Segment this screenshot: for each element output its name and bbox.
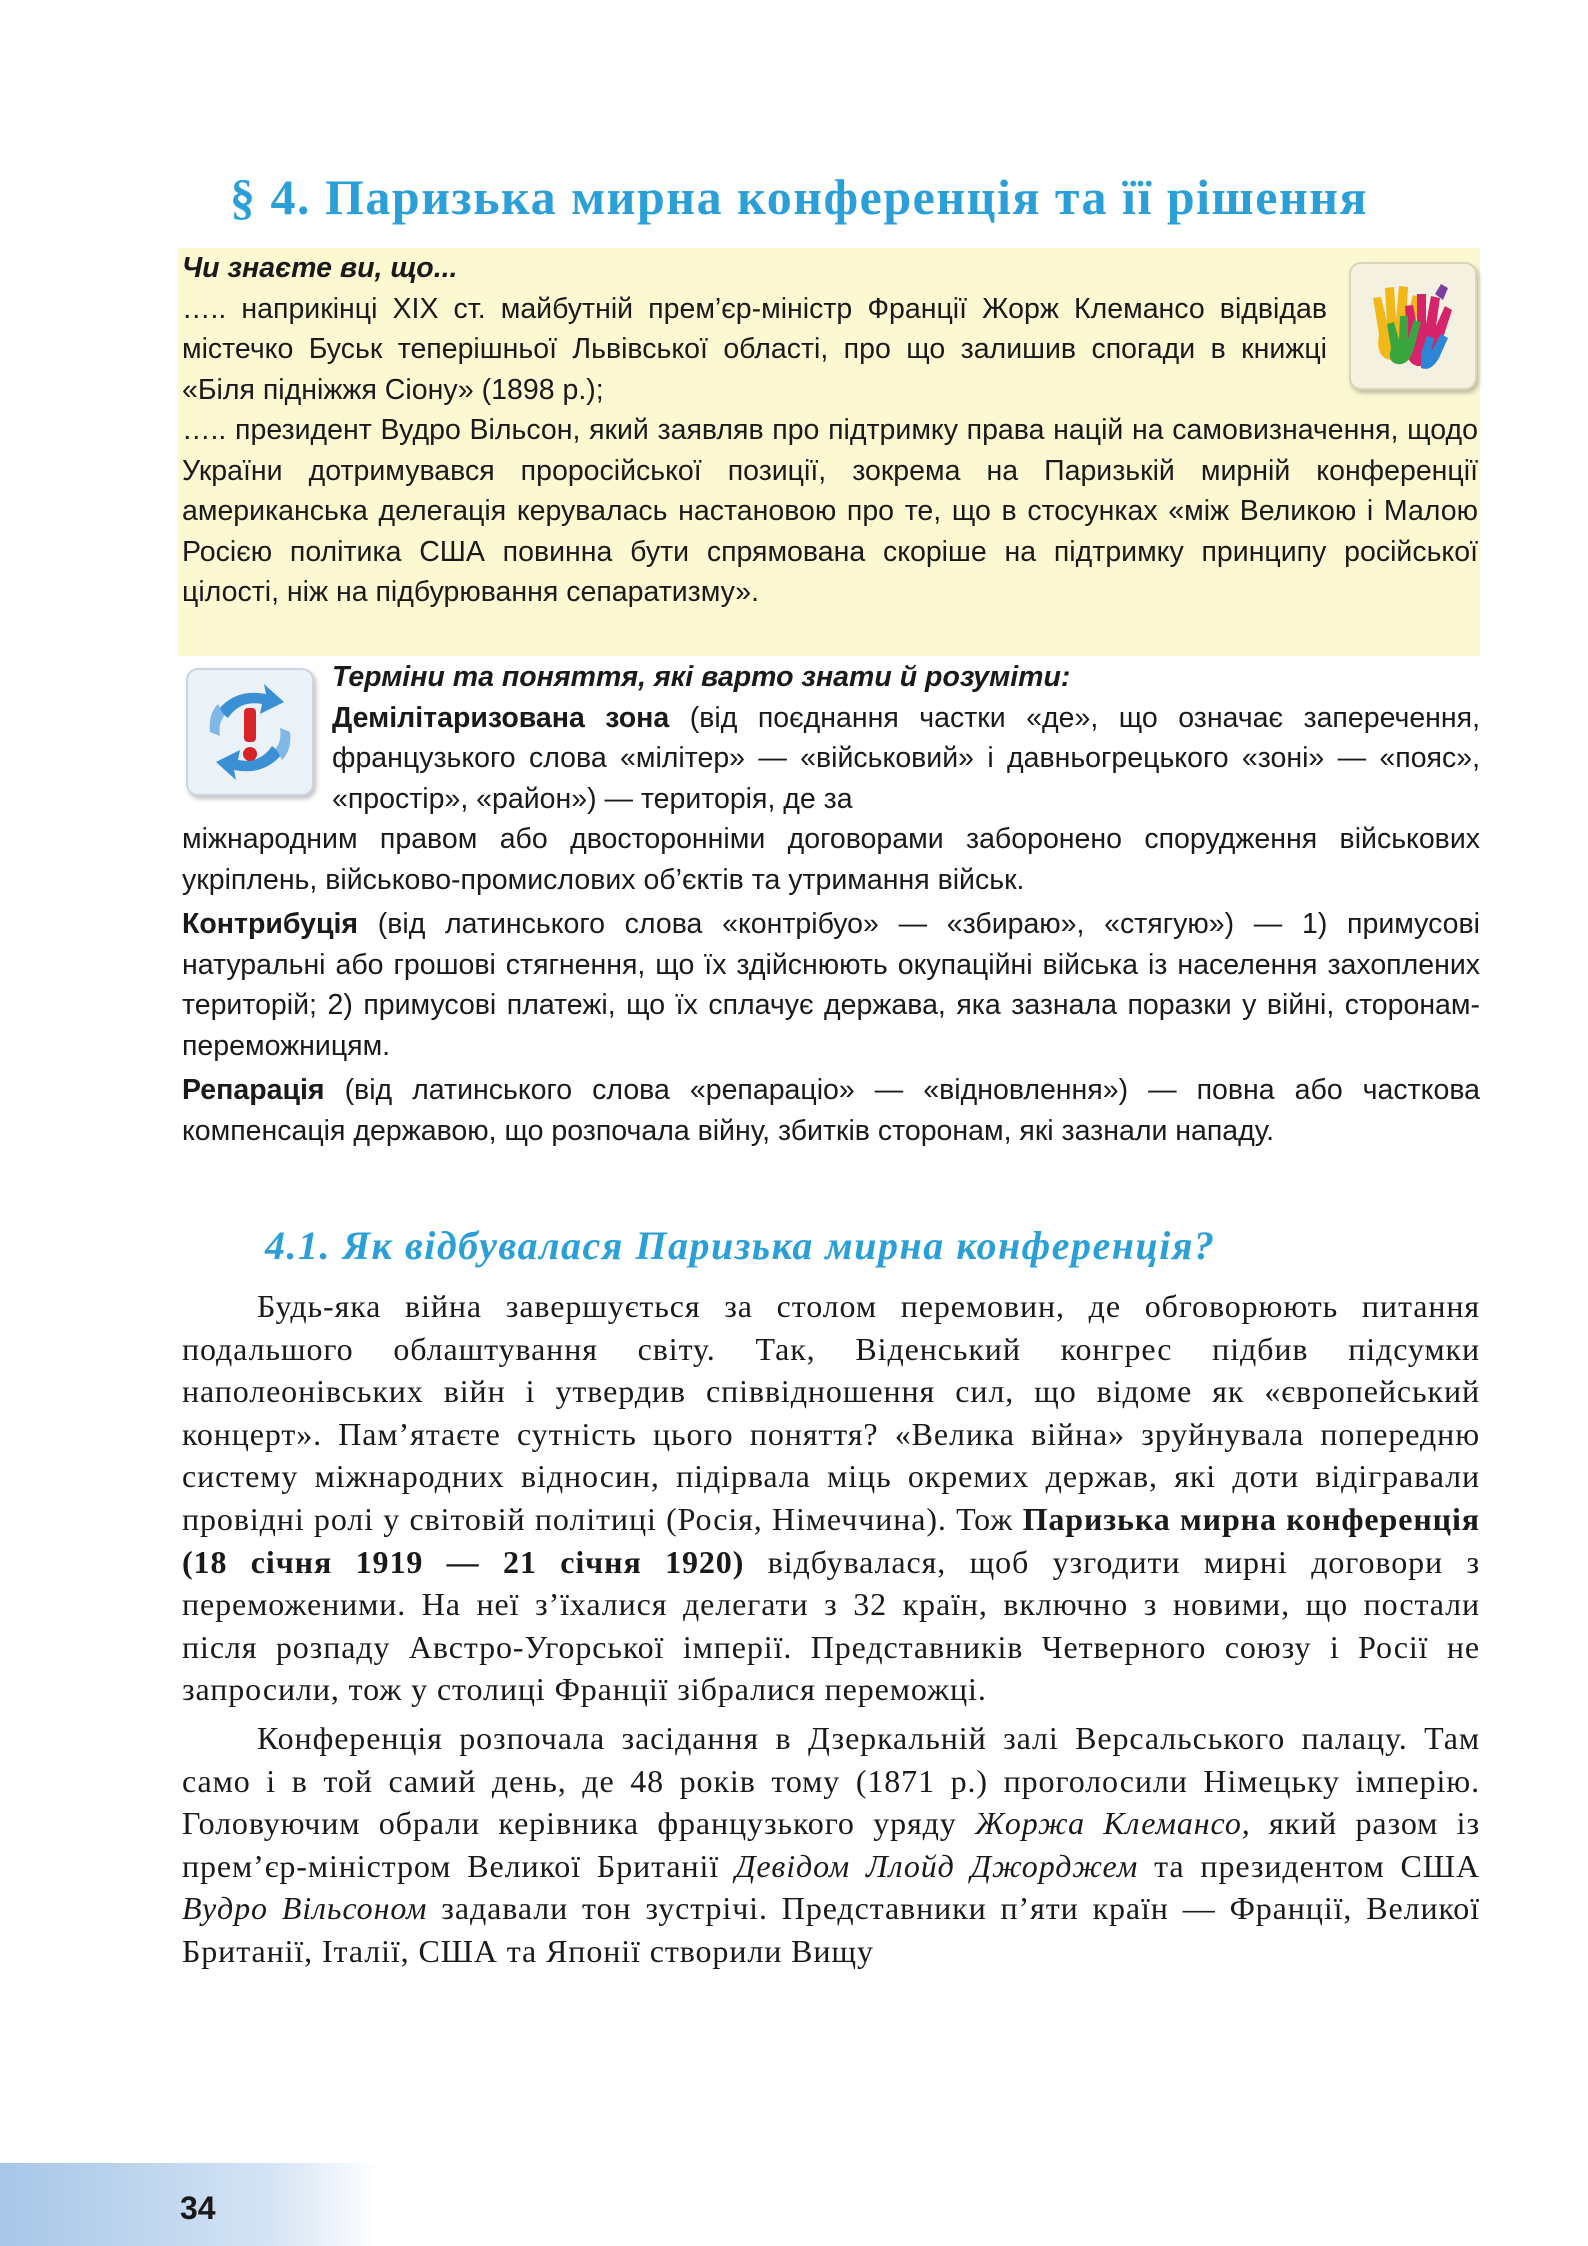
term-name: Репарація	[182, 1074, 325, 1106]
page-number: 34	[180, 2190, 216, 2226]
text-run: задавали тон зустрічі. Представники п’яти країн — Франції, Великої Британії, Італії, США та Японії створили Вищу	[182, 1890, 1481, 1969]
term-name: Контрибуція	[182, 908, 359, 940]
term-definition: (від латинського слова «контрібуо» — «збираю», «стягую») — 1) примусові натуральні або грошові стягнення, що їх здійснюють окупаційні війська із населення захоплених територій; 2) примусові платежі, що їх сплачує держава, яка зазнала поразки у війні, сторонам-переможницям.	[182, 908, 1480, 1062]
term-reparation	[182, 1070, 1480, 1151]
term-demilitarized-zone	[332, 698, 1480, 820]
section-title: 4.1. Як відбувалася Паризька мирна конференція?	[265, 1223, 1216, 1268]
did-you-know-paragraph-2: ….. президент Вудро Вільсон, який заявляв про підтримку права націй на самовизначення, щодо України дотримувався проросійської позиції, зокрема на Паризькій мирній конференції американська делегація керувалась настановою про те, що в стосунках «між Великою і Малою Росією політика США повинна бути спрямована скоріше на підтримку принципу російської цілості, ніж на підбурювання сепаратизму».	[182, 414, 1478, 608]
page-title: § 4. Паризька мирна конференція та її рішення	[230, 169, 1369, 225]
body-text	[182, 1285, 1480, 1973]
terms-heading: Терміни та поняття, які варто знати й розуміти:	[332, 661, 1071, 693]
italic-text-run: Жоржа Клемансо,	[975, 1805, 1251, 1842]
body-paragraph-2	[182, 1717, 1480, 1973]
text-run: Конференція розпочала засідання в Дзеркальній залі Версальського палацу. Там само і в той самий день, де 48 років тому (1871 р.) проголосили Німецьку імперію. Головуючим обрали керівника французького уряду	[182, 1719, 1480, 1842]
term-contribution	[182, 904, 1480, 1066]
did-you-know-heading: Чи знаєте ви, що...	[182, 252, 458, 284]
did-you-know-paragraph-1: ….. наприкінці XIX ст. майбутній прем’єр-міністр Франції Жорж Клемансо відвідав містечко Буськ теперішньої Львівської області, про що залишив спогади в книжці «Біля підніжжя Сіону» (1898 р.);	[182, 292, 1327, 406]
term-definition: (від поєднання частки «де», що означає заперечення, французького слова «мілітер» — «військовий» і давньогрецького «зоні» — «пояс», «простір», «район») — територія, де за	[332, 701, 1480, 815]
text-run: Будь-яка війна завершується за столом перемовин, де обговорюють питання подальшого облаштування світу. Так, Віденський конгрес підбив підсумки наполеонівських війн і утвердив співвідношення сил, що відоме як «європейський концерт». Пам’ятаєте сутність цього поняття? «Велика війна» зруйнувала попередню систему міжнародних відносин, підірвала міць окремих держав, які доти відігравали провідні ролі у світовій політиці (Росія, Німеччина). Тож	[182, 1288, 1480, 1537]
did-you-know-box	[178, 248, 1480, 656]
terms-section	[182, 657, 1480, 1151]
term-demilitarized-zone-cont: міжнародним правом або двосторонніми договорами заборонено спорудження військових укріплень, військово-промислових об’єктів та утримання військ.	[182, 823, 1480, 896]
text-run: та президентом США	[1138, 1847, 1480, 1884]
bold-text-run: Паризька мирна конференція (18 січня 1919 — 21 січня 1920)	[182, 1500, 1480, 1580]
text-run: який разом із прем’єр-міністром Великої Британії	[182, 1805, 1480, 1884]
term-name: Демілітаризована зона	[332, 701, 670, 734]
colorful-hands-icon	[1349, 262, 1477, 390]
body-paragraph-1	[182, 1285, 1480, 1711]
text-run: відбувалася, щоб узгодити мирні договори з переможеними. На неї з’їхалися делегати з 32 країн, включно з новими, що постали після розпаду Австро-Угорської імперії. Представників Четверного союзу і Росії не запросили, тож у столиці Франції зібралися переможці.	[182, 1543, 1481, 1708]
italic-text-run: Девідом Ллойд Джорджем	[735, 1847, 1139, 1884]
italic-text-run: Вудро Вільсоном	[182, 1890, 428, 1927]
term-definition: (від латинського слова «репараціо» — «відновлення») — повна або часткова компенсація державою, що розпочала війну, збитків сторонам, які зазнали нападу.	[182, 1074, 1480, 1147]
